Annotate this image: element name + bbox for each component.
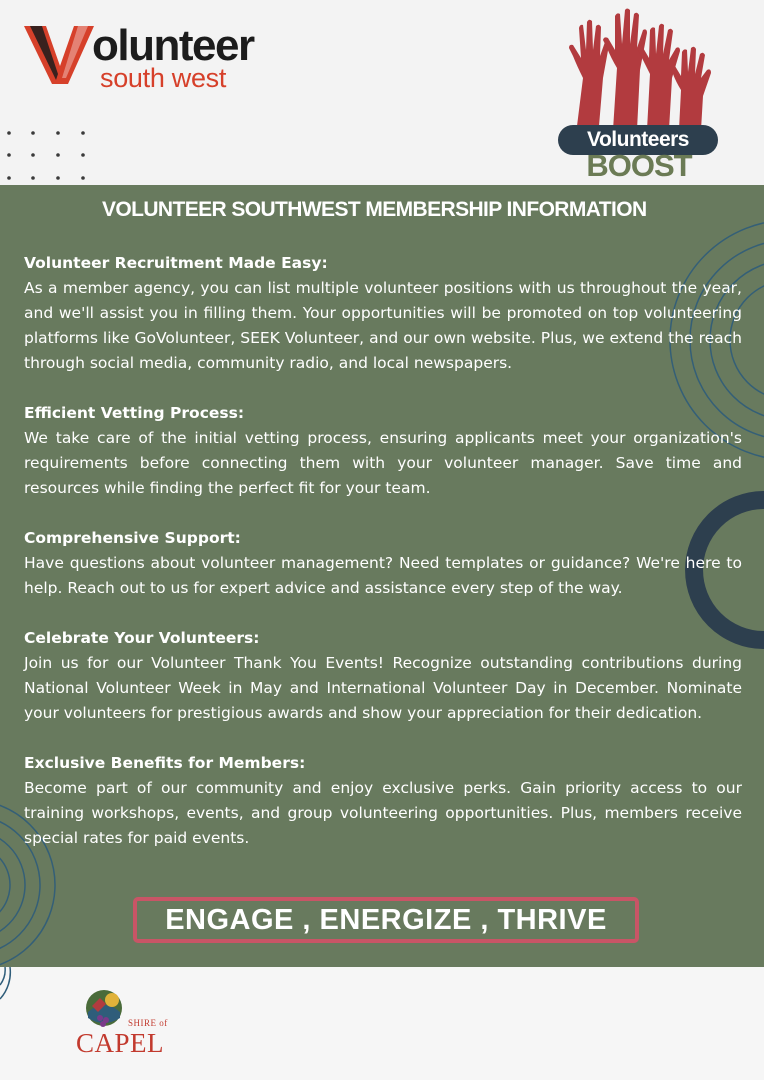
section-body: We take care of the initial vetting process, ensuring applicants meet your organization's requirements before connecting them with your volunteer manager. Save time and resources while finding the perfect fit for your team. <box>24 429 742 497</box>
section-heading: Exclusive Benefits for Members: <box>24 754 306 772</box>
section-body: As a member agency, you can list multiple volunteer positions with us throughout the year, and we'll assist you in filling them. Your opportunities will be promoted on top volunteering platforms like GoVolunteer, SEEK Volunteer, and our own website. Plus, we extend the reach through social media, community radio, and local newspapers. <box>24 279 742 372</box>
section-vetting <box>24 401 742 501</box>
section-heading: Efficient Vetting Process: <box>24 404 245 422</box>
section-recruitment <box>24 251 742 376</box>
section-heading: Volunteer Recruitment Made Easy: <box>24 254 328 272</box>
page-title: VOLUNTEER SOUTHWEST MEMBERSHIP INFORMATION <box>102 198 647 221</box>
section-celebrate <box>24 626 742 726</box>
badge-boost-label: BOOST <box>586 148 692 183</box>
volunteer-southwest-logo <box>22 22 252 92</box>
capel-shire-label: SHIRE of <box>128 1018 168 1028</box>
logo-word-volunteer: olunteer <box>92 21 254 70</box>
volunteers-boost-badge <box>555 8 730 186</box>
capel-name-label: CAPEL <box>76 1028 165 1058</box>
section-body: Become part of our community and enjoy exclusive perks. Gain priority access to our training workshops, events, and group volunteering opportunities. Plus, members receive special rates for paid events. <box>24 779 742 847</box>
section-body: Have questions about volunteer management? Need templates or guidance? We're here to help. Reach out to us for expert advice and assistance every step of the way. <box>24 554 742 597</box>
badge-volunteers-label: Volunteers <box>558 125 718 155</box>
section-heading: Celebrate Your Volunteers: <box>24 629 260 647</box>
raised-hands-icon <box>555 8 730 133</box>
capel-emblem-icon <box>82 988 132 1030</box>
tagline-banner: ENGAGE , ENERGIZE , THRIVE <box>133 897 639 943</box>
sections-list <box>24 251 742 876</box>
logo-word-southwest: south west <box>100 63 227 93</box>
v-logo-mark-icon <box>22 22 96 86</box>
membership-info-panel <box>0 185 764 967</box>
section-benefits <box>24 751 742 851</box>
section-support <box>24 526 742 601</box>
section-body: Join us for our Volunteer Thank You Events! Recognize outstanding contributions during National Volunteer Week in May and International Volunteer Day in December. Nominate your volunteers for prestigious awards and show your appreciation for their dedication. <box>24 654 742 722</box>
shire-of-capel-logo <box>76 988 186 1068</box>
section-heading: Comprehensive Support: <box>24 529 241 547</box>
